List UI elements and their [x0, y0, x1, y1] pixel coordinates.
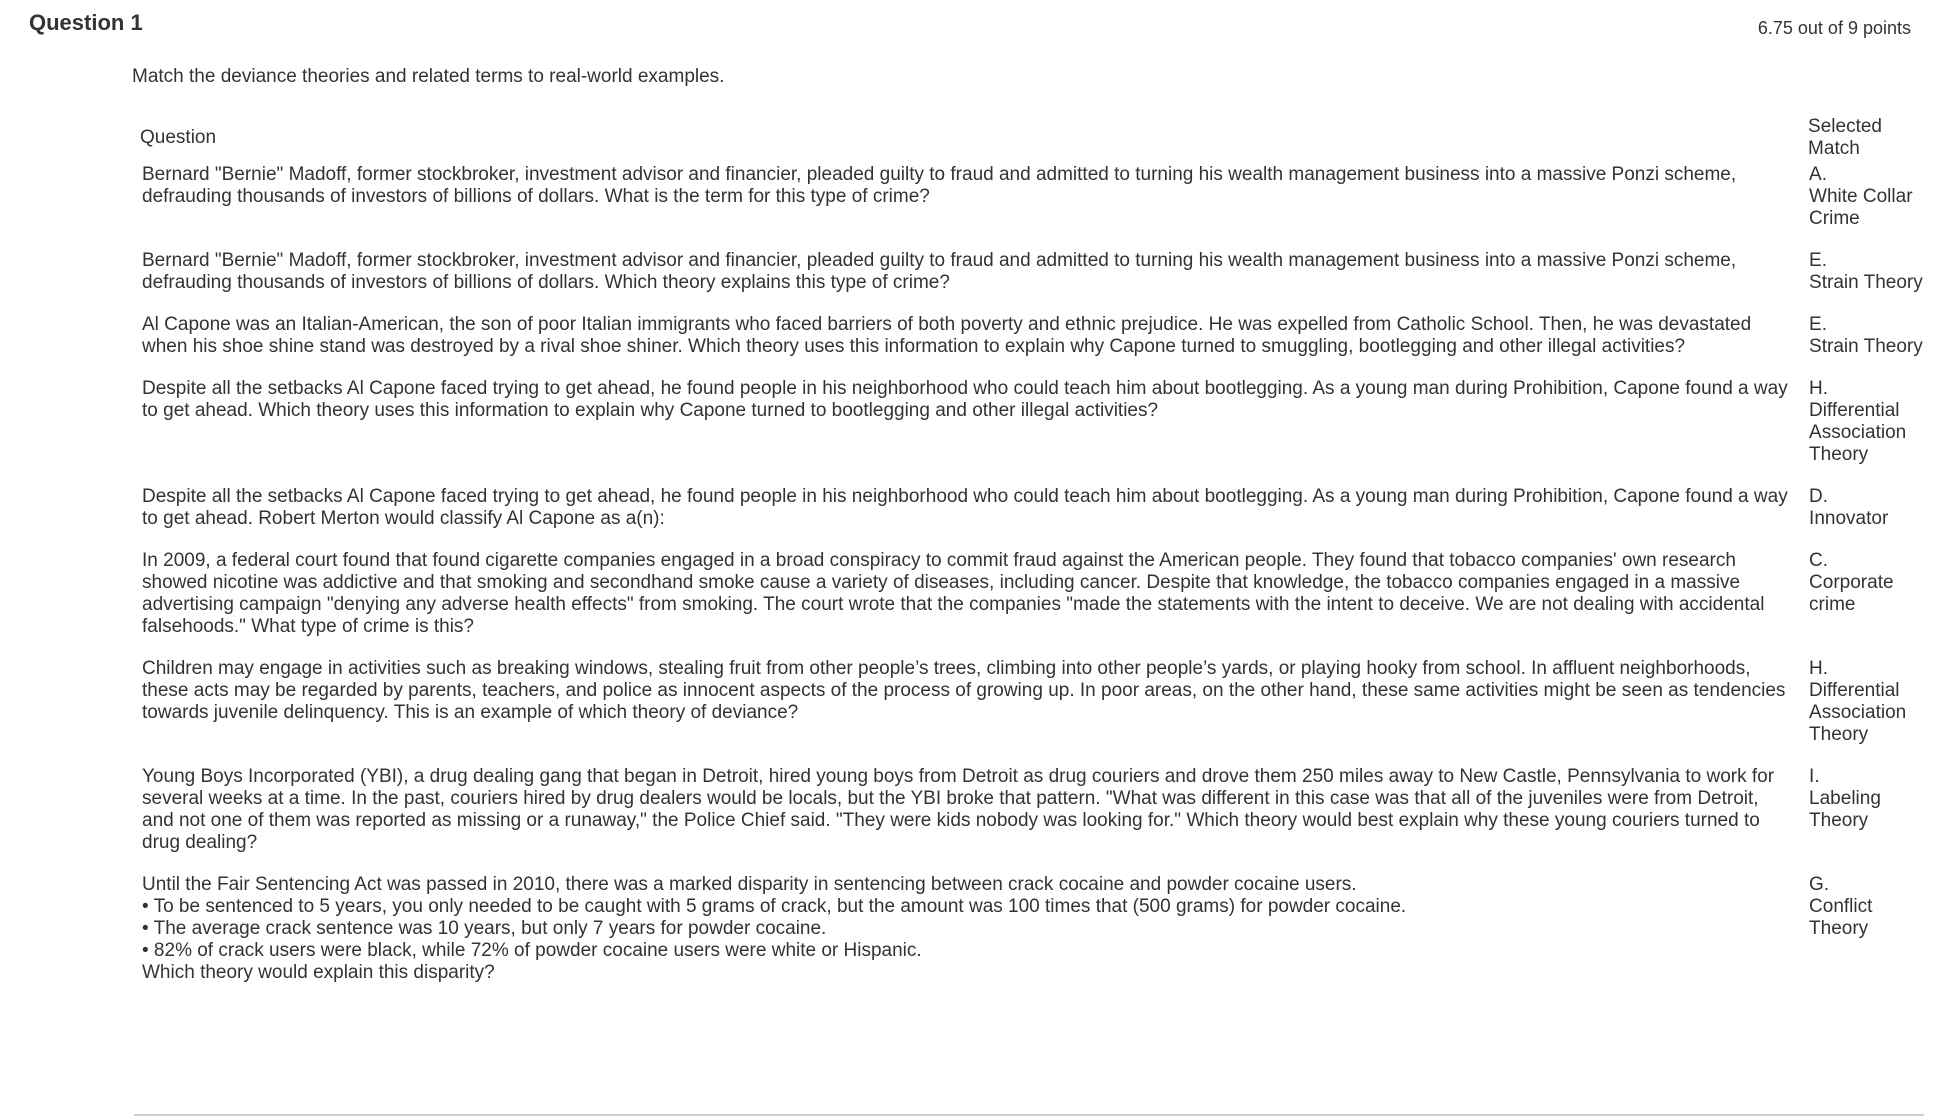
table-row	[132, 314, 1934, 378]
question-closing: Which theory would explain this disparity?	[142, 962, 495, 983]
match-name: Corporate crime	[1809, 572, 1894, 615]
question-text: Bernard "Bernie" Madoff, former stockbroker, investment advisor and financier, pleaded guilty to fraud and admitted to turning his wealth management business into a massive Ponzi scheme, defrauding thousands of investors of billions of dollars. Which theory explains this type of crime?	[142, 250, 1737, 293]
column-header-question: Question	[140, 127, 217, 148]
divider	[134, 1114, 1924, 1116]
bullet-item: • 82% of crack users were black, while 72% of powder cocaine users were white or Hispanic.	[142, 940, 922, 961]
match-letter: G.	[1809, 874, 1830, 895]
selected-match	[1805, 164, 1934, 250]
bullet-item: • To be sentenced to 5 years, you only needed to be caught with 5 grams of crack, but the amount was 100 times that (500 grams) for powder cocaine.	[142, 896, 1407, 917]
table-row	[132, 766, 1934, 874]
question-text: Despite all the setbacks Al Capone faced trying to get ahead, he found people in his neighborhood who could teach him about bootlegging. As a young man during Prohibition, Capone found a way to get ahead. Which theory uses this information to explain why Capone turned to bootlegging and other illegal activities?	[142, 378, 1788, 421]
selected-match	[1805, 486, 1934, 550]
match-name: White Collar Crime	[1809, 186, 1913, 229]
selected-match	[1805, 766, 1934, 874]
match-name: Strain Theory	[1809, 336, 1923, 357]
question-text: Bernard "Bernie" Madoff, former stockbroker, investment advisor and financier, pleaded guilty to fraud and admitted to turning his wealth management business into a massive Ponzi scheme, defrauding thousands of investors of billions of dollars. What is the term for this type of crime?	[142, 164, 1737, 207]
bullet-item: • The average crack sentence was 10 years, but only 7 years for powder cocaine.	[142, 918, 827, 939]
table-row	[132, 164, 1934, 250]
table-row	[132, 250, 1934, 314]
match-letter: C.	[1809, 550, 1829, 571]
match-name: Strain Theory	[1809, 272, 1923, 293]
match-letter: H.	[1809, 378, 1829, 399]
question-intro: Until the Fair Sentencing Act was passed in 2010, there was a marked disparity in sentencing between crack cocaine and powder cocaine users.	[142, 874, 1357, 895]
match-letter: A.	[1809, 164, 1827, 185]
selected-match	[1805, 378, 1934, 486]
selected-match	[1805, 874, 1934, 1004]
selected-match	[1805, 314, 1934, 378]
table-row	[132, 550, 1934, 658]
matching-results-table	[132, 116, 1934, 1004]
question-text: Al Capone was an Italian-American, the son of poor Italian immigrants who faced barriers of both poverty and ethnic prejudice. He was expelled from Catholic School. Then, he was devastated when his shoe shine stand was destroyed by a rival shoe shiner. Which theory uses this information to explain why Capone turned to smuggling, bootlegging and other illegal activities?	[142, 314, 1752, 357]
match-name: Labeling Theory	[1809, 788, 1881, 831]
table-header-row	[132, 116, 1934, 164]
selected-match	[1805, 550, 1934, 658]
table-row	[132, 874, 1934, 1004]
score-label: 6.75 out of 9 points	[1757, 18, 1911, 38]
question-text	[132, 874, 1805, 1004]
match-letter: D.	[1809, 486, 1829, 507]
column-header-selected-match: Selected Match	[1808, 116, 1882, 159]
match-name: Differential Association Theory	[1809, 680, 1907, 745]
question-text: Children may engage in activities such as breaking windows, stealing fruit from other people’s trees, climbing into other people’s yards, or playing hooky from school. In affluent neighborhoods, these acts may be regarded by parents, teachers, and police as innocent aspects of the process of growing up. In poor areas, on the other hand, these same activities might be seen as tendencies towards juvenile delinquency. This is an example of which theory of deviance?	[142, 658, 1786, 723]
question-text: In 2009, a federal court found that found cigarette companies engaged in a broad conspiracy to commit fraud against the American people. They found that tobacco companies' own research showed nicotine was addictive and that smoking and secondhand smoke cause a variety of diseases, including cancer. Despite that knowledge, the tobacco companies engaged in a massive advertising campaign "denying any adverse health effects" from smoking. The court wrote that the companies "made the statements with the intent to deceive. We are not dealing with accidental falsehoods." What type of crime is this?	[142, 550, 1765, 637]
match-name: Conflict Theory	[1809, 896, 1873, 939]
question-text: Young Boys Incorporated (YBI), a drug dealing gang that began in Detroit, hired young boys from Detroit as drug couriers and drove them 250 miles away to New Castle, Pennsylvania to work for several weeks at a time. In the past, couriers hired by drug dealers would be locals, but the YBI broke that pattern. "What was different in this case was that all of the juveniles were from Detroit, and not one of them was reported as missing or a runaway," the Police Chief said. "They were kids nobody was looking for." Which theory would best explain why these young couriers turned to drug dealing?	[142, 766, 1775, 853]
match-name: Innovator	[1809, 508, 1889, 529]
question-prompt: Match the deviance theories and related terms to real-world examples.	[132, 66, 725, 87]
match-letter: E.	[1809, 250, 1827, 271]
match-letter: H.	[1809, 658, 1829, 679]
match-letter: E.	[1809, 314, 1827, 335]
selected-match	[1805, 250, 1934, 314]
match-letter: I.	[1809, 766, 1820, 787]
question-text: Despite all the setbacks Al Capone faced trying to get ahead, he found people in his neighborhood who could teach him about bootlegging. As a young man during Prohibition, Capone found a way to get ahead. Robert Merton would classify Al Capone as a(n):	[142, 486, 1788, 529]
table-row	[132, 486, 1934, 550]
question-title: Question 1	[29, 10, 143, 35]
table-row	[132, 378, 1934, 486]
match-name: Differential Association Theory	[1809, 400, 1907, 465]
table-row	[132, 658, 1934, 766]
selected-match	[1805, 658, 1934, 766]
